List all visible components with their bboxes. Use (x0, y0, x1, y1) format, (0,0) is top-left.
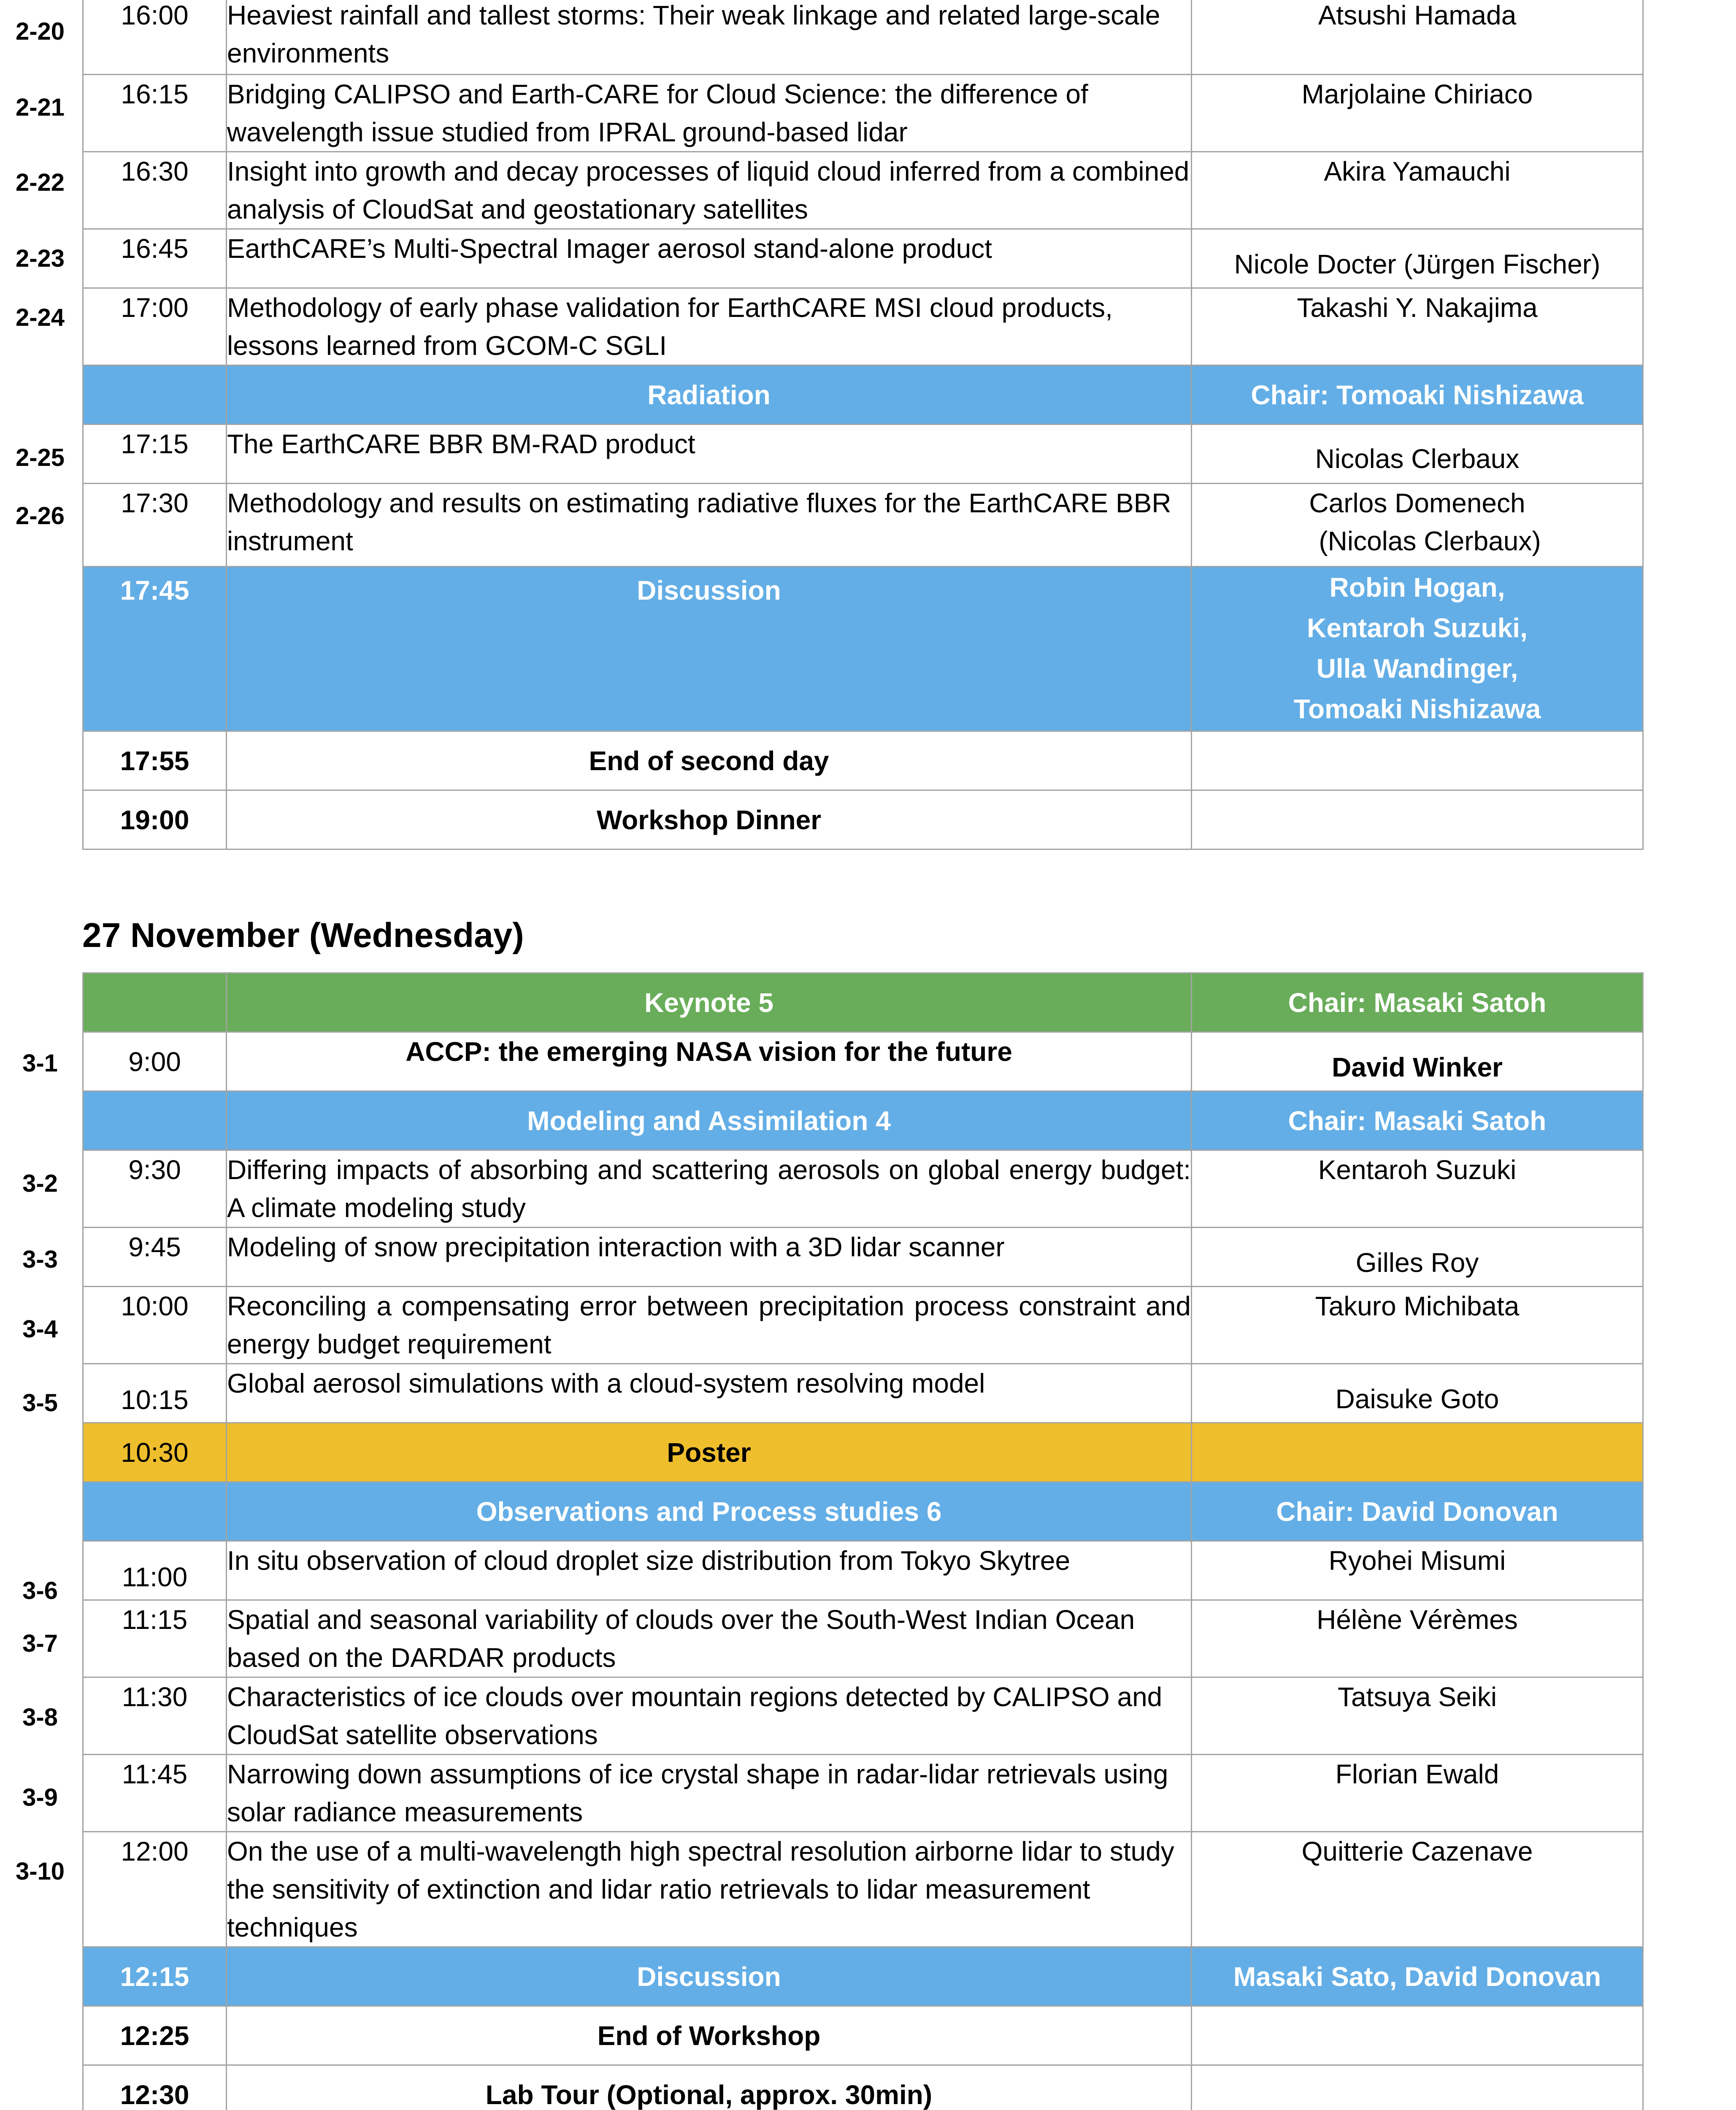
speaker-cell: Nicole Docter (Jürgen Fischer) (1192, 229, 1643, 288)
section-chair: Chair: David Donovan (1192, 1482, 1643, 1541)
day-heading: 27 November (Wednesday) (82, 916, 524, 955)
table-row (83, 1364, 1643, 1423)
time-cell: 11:45 (83, 1755, 227, 1832)
session-id: 2-21 (15, 94, 65, 121)
session-id: 3-10 (15, 1858, 65, 1885)
table-row (83, 1541, 1643, 1600)
discussion-chairs (1192, 567, 1643, 731)
table-row (83, 288, 1643, 365)
speaker-cell: Gilles Roy (1192, 1228, 1643, 1287)
time-cell: 17:15 (83, 425, 227, 484)
title-cell: Methodology of early phase validation for EarthCARE MSI cloud products, lessons learned from GCOM-C SGLI (227, 288, 1192, 365)
time-cell: 19:00 (83, 790, 227, 849)
speaker-cell: Daisuke Goto (1192, 1364, 1643, 1423)
speaker-cell: Kentaroh Suzuki (1192, 1150, 1643, 1228)
empty-cell (83, 1091, 227, 1150)
time-cell: 16:45 (83, 229, 227, 288)
table-row (83, 1677, 1643, 1755)
section-title: Modeling and Assimilation 4 (227, 1091, 1192, 1150)
time-cell: 17:30 (83, 484, 227, 567)
speaker-cell: Ryohei Misumi (1192, 1541, 1643, 1600)
table-row (83, 1287, 1643, 1364)
section-title: Keynote 5 (227, 973, 1192, 1032)
title-cell: Characteristics of ice clouds over mountain regions detected by CALIPSO and CloudSat satellite observations (227, 1677, 1192, 1755)
time-cell: 9:30 (83, 1150, 227, 1228)
table-row (83, 1600, 1643, 1677)
chair-name: Robin Hogan, (1329, 572, 1505, 603)
title-cell: End of second day (227, 731, 1192, 790)
title-cell: Modeling of snow precipitation interaction with a 3D lidar scanner (227, 1228, 1192, 1287)
speaker-cell (1192, 484, 1643, 567)
table-row (83, 2006, 1643, 2065)
section-title: Radiation (227, 365, 1192, 425)
session-id: 3-4 (22, 1315, 58, 1343)
time-cell: 12:00 (83, 1832, 227, 1947)
speaker-name: Carlos Domenech (1309, 488, 1525, 518)
table-row (83, 731, 1643, 790)
session-id: 2-20 (15, 18, 65, 45)
time-cell: 17:45 (83, 567, 227, 731)
empty-cell (1192, 2006, 1643, 2065)
time-cell: 11:00 (83, 1541, 227, 1600)
time-cell: 10:00 (83, 1287, 227, 1364)
speaker-cell: Hélène Vérèmes (1192, 1600, 1643, 1677)
time-cell: 11:30 (83, 1677, 227, 1755)
title-cell: On the use of a multi-wavelength high spectral resolution airborne lidar to study the sensitivity of extinction and lidar ratio retrievals to lidar measurement techniques (227, 1832, 1192, 1947)
speaker-cell: Akira Yamauchi (1192, 152, 1643, 229)
session-id: 2-24 (15, 304, 65, 331)
time-cell: 11:15 (83, 1600, 227, 1677)
time-cell: 9:00 (83, 1032, 227, 1091)
section-chair: Chair: Tomoaki Nishizawa (1192, 365, 1643, 425)
title-cell: Methodology and results on estimating radiative fluxes for the EarthCARE BBR instrument (227, 484, 1192, 567)
title-cell: Bridging CALIPSO and Earth-CARE for Cloud Science: the difference of wavelength issue studied from IPRAL ground-based lidar (227, 75, 1192, 152)
empty-cell (1192, 1423, 1643, 1482)
section-header-radiation (83, 365, 1643, 425)
title-cell: Lab Tour (Optional, approx. 30min) (227, 2065, 1192, 2110)
time-cell: 12:30 (83, 2065, 227, 2110)
title-cell: Reconciling a compensating error between precipitation process constraint and energy budget requirement (227, 1287, 1192, 1364)
session-id: 2-25 (15, 444, 65, 471)
title-cell: Workshop Dinner (227, 790, 1192, 849)
empty-cell (1192, 731, 1643, 790)
speaker-cell: Tatsuya Seiki (1192, 1677, 1643, 1755)
time-cell: 17:00 (83, 288, 227, 365)
title-cell: Differing impacts of absorbing and scattering aerosols on global energy budget: A climate modeling study (227, 1150, 1192, 1228)
empty-cell (1192, 2065, 1643, 2110)
table-row (83, 152, 1643, 229)
title-cell: ACCP: the emerging NASA vision for the future (227, 1032, 1192, 1091)
table-row (83, 790, 1643, 849)
title-cell: Poster (227, 1423, 1192, 1482)
section-header-observations (83, 1482, 1643, 1541)
poster-row (83, 1423, 1643, 1482)
empty-cell (83, 365, 227, 425)
table-row (83, 1032, 1643, 1091)
session-id: 2-23 (15, 245, 65, 272)
chair-name: Kentaroh Suzuki, (1307, 613, 1528, 643)
speaker-cell: Quitterie Cazenave (1192, 1832, 1643, 1947)
time-cell: 10:15 (83, 1364, 227, 1423)
empty-cell (83, 973, 227, 1032)
session-id: 2-26 (15, 502, 65, 530)
table-row (83, 229, 1643, 288)
table-row (83, 1755, 1643, 1832)
speaker-cell: David Winker (1192, 1032, 1643, 1091)
title-cell: Heaviest rainfall and tallest storms: Their weak linkage and related large-scale environments (227, 0, 1192, 75)
title-cell: Spatial and seasonal variability of clouds over the South-West Indian Ocean based on the DARDAR products (227, 1600, 1192, 1677)
section-header-keynote (83, 973, 1643, 1032)
time-cell: 10:30 (83, 1423, 227, 1482)
table-row (83, 425, 1643, 484)
speaker-affiliate: (Nicolas Clerbaux) (1319, 526, 1541, 556)
table-row (83, 0, 1643, 75)
session-id: 3-3 (22, 1246, 58, 1273)
section-chair: Chair: Masaki Satoh (1192, 973, 1643, 1032)
speaker-cell: Atsushi Hamada (1192, 0, 1643, 75)
empty-cell (83, 1482, 227, 1541)
speaker-cell: Nicolas Clerbaux (1192, 425, 1643, 484)
session-id: 3-6 (22, 1577, 58, 1604)
table-row (83, 1832, 1643, 1947)
time-cell: 12:25 (83, 2006, 227, 2065)
section-title: Observations and Process studies 6 (227, 1482, 1192, 1541)
chair-name: Tomoaki Nishizawa (1293, 694, 1541, 724)
time-cell: 9:45 (83, 1228, 227, 1287)
session-id: 3-5 (22, 1389, 58, 1417)
schedule-table-day3 (82, 972, 1644, 2110)
time-cell: 12:15 (83, 1947, 227, 2006)
title-cell: The EarthCARE BBR BM-RAD product (227, 425, 1192, 484)
title-cell: Insight into growth and decay processes of liquid cloud inferred from a combined analysis of CloudSat and geostationary satellites (227, 152, 1192, 229)
speaker-cell: Takuro Michibata (1192, 1287, 1643, 1364)
chair-name: Ulla Wandinger, (1316, 653, 1518, 684)
session-id: 3-8 (22, 1704, 58, 1731)
section-title: Discussion (227, 567, 1192, 731)
time-cell: 16:15 (83, 75, 227, 152)
table-row (83, 2065, 1643, 2110)
title-cell: In situ observation of cloud droplet size distribution from Tokyo Skytree (227, 1541, 1192, 1600)
session-id: 3-7 (22, 1630, 58, 1657)
title-cell: Global aerosol simulations with a cloud-system resolving model (227, 1364, 1192, 1423)
table-row (83, 1228, 1643, 1287)
empty-cell (1192, 790, 1643, 849)
discussion-row (83, 567, 1643, 731)
section-chair: Masaki Sato, David Donovan (1192, 1947, 1643, 2006)
speaker-cell: Marjolaine Chiriaco (1192, 75, 1643, 152)
table-row (83, 484, 1643, 567)
section-chair: Chair: Masaki Satoh (1192, 1091, 1643, 1150)
time-cell: 16:00 (83, 0, 227, 75)
title-cell: End of Workshop (227, 2006, 1192, 2065)
discussion-row (83, 1947, 1643, 2006)
time-cell: 17:55 (83, 731, 227, 790)
session-id: 2-22 (15, 169, 65, 196)
session-id: 3-2 (22, 1170, 58, 1197)
table-row (83, 1150, 1643, 1228)
title-cell: Narrowing down assumptions of ice crystal shape in radar-lidar retrievals using solar radiance measurements (227, 1755, 1192, 1832)
speaker-cell: Takashi Y. Nakajima (1192, 288, 1643, 365)
time-cell: 16:30 (83, 152, 227, 229)
session-id: 3-9 (22, 1784, 58, 1811)
table-row (83, 75, 1643, 152)
speaker-cell: Florian Ewald (1192, 1755, 1643, 1832)
title-cell: EarthCARE’s Multi-Spectral Imager aerosol stand-alone product (227, 229, 1192, 288)
schedule-table-day2 (82, 0, 1644, 850)
section-header-modeling (83, 1091, 1643, 1150)
section-title: Discussion (227, 1947, 1192, 2006)
session-id: 3-1 (22, 1050, 58, 1077)
